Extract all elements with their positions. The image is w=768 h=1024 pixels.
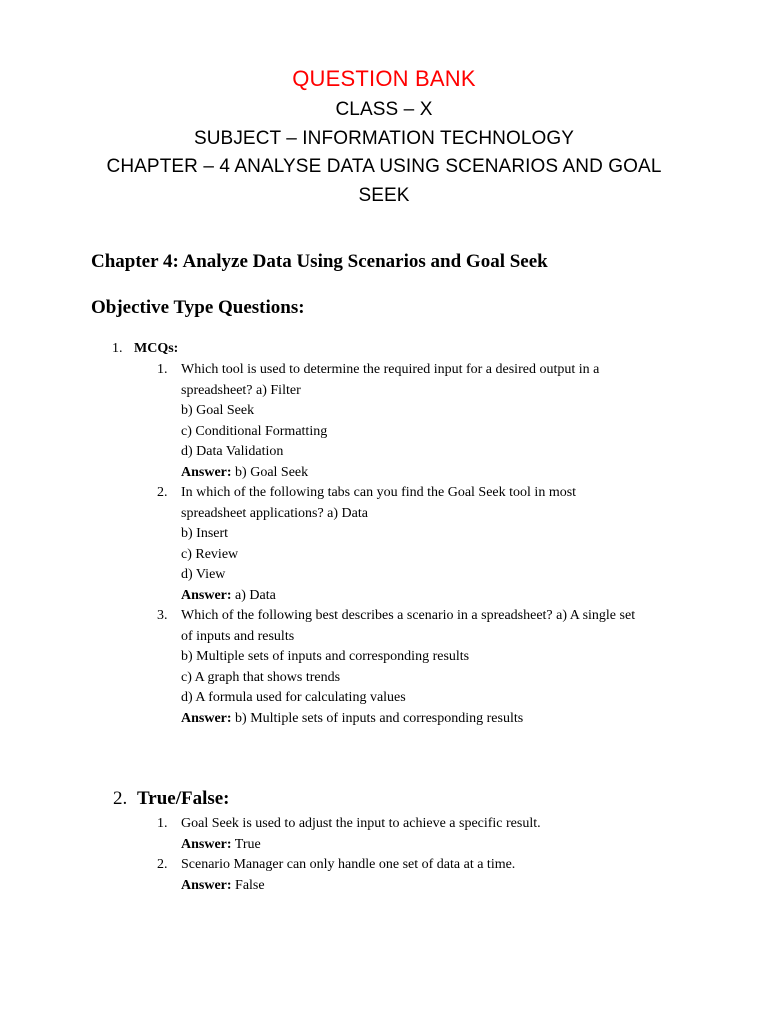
mcq-2-text-line-1: In which of the following tabs can you find the Goal Seek tool in most: [181, 485, 577, 500]
tf-1-text: Goal Seek is used to adjust the input to achieve a specific result.: [181, 816, 541, 831]
mcq-1-answer-value: b) Goal Seek: [231, 464, 309, 480]
chapter-line-1: CHAPTER – 4 ANALYSE DATA USING SCENARIOS AND GOAL: [106, 156, 662, 177]
mcq-2-answer-label: Answer:: [181, 587, 232, 603]
mcq-1-answer: [181, 463, 681, 484]
tf-1-answer: [181, 835, 681, 856]
mcq-1-answer-label: Answer:: [181, 464, 232, 480]
tf-1-number: 1.: [157, 816, 168, 831]
mcq-3-text-line-2: of inputs and results: [181, 628, 295, 644]
mcq-2-option-c: c) Review: [181, 546, 239, 562]
tf-2: [181, 855, 681, 896]
mcq-2-answer: [181, 586, 681, 607]
tf-section-label: True/False:: [137, 788, 230, 809]
mcq-3-answer-label: Answer:: [181, 710, 232, 726]
chapter-title: Chapter 4: Analyze Data Using Scenarios and Goal Seek: [91, 251, 548, 272]
mcq-1-option-d: d) Data Validation: [181, 444, 284, 459]
mcq-3-text-line-1: Which of the following best describes a scenario in a spreadsheet? a) A single set: [181, 608, 636, 623]
mcq-2: [181, 483, 681, 606]
mcq-section-number: 1.: [112, 341, 123, 356]
tf-2-answer-label: Answer:: [181, 877, 232, 893]
mcq-3: [181, 606, 681, 729]
tf-1-answer-label: Answer:: [181, 836, 232, 852]
tf-2-answer: [181, 876, 681, 897]
mcq-1-text-line-1: Which tool is used to determine the required input for a desired output in a: [181, 362, 600, 377]
mcq-3-option-d: d) A formula used for calculating values: [181, 690, 406, 705]
mcq-3-option-b: b) Multiple sets of inputs and corresponding results: [181, 649, 470, 664]
mcq-2-text-line-2: spreadsheet applications? a) Data: [181, 505, 368, 521]
mcq-2-number: 2.: [157, 485, 168, 500]
mcq-1: [181, 360, 681, 483]
mcq-2-answer-value: a) Data: [231, 587, 276, 603]
tf-1: [181, 814, 681, 855]
question-bank-title: QUESTION BANK: [292, 66, 476, 91]
mcq-3-option-c: c) A graph that shows trends: [181, 669, 341, 685]
mcq-3-answer-value: b) Multiple sets of inputs and corresponding results: [231, 710, 524, 726]
mcq-3-number: 3.: [157, 608, 168, 623]
tf-section-number: 2.: [113, 788, 128, 809]
mcq-3-answer: [181, 709, 681, 730]
mcq-2-option-d: d) View: [181, 567, 226, 582]
mcq-1-option-c: c) Conditional Formatting: [181, 423, 328, 439]
mcq-1-option-b: b) Goal Seek: [181, 403, 255, 418]
chapter-line-2: SEEK: [358, 184, 410, 206]
class-line: CLASS – X: [335, 99, 433, 120]
document-header: [60, 62, 708, 210]
mcq-1-number: 1.: [157, 362, 168, 377]
tf-2-number: 2.: [157, 857, 168, 872]
mcq-section-label: MCQs:: [134, 341, 179, 356]
mcq-1-text-line-2: spreadsheet? a) Filter: [181, 382, 301, 398]
tf-1-answer-value: True: [231, 836, 261, 852]
subject-line: SUBJECT – INFORMATION TECHNOLOGY: [193, 127, 575, 149]
objective-title: Objective Type Questions:: [91, 297, 305, 318]
tf-2-text: Scenario Manager can only handle one set of data at a time.: [181, 857, 516, 872]
tf-2-answer-value: False: [231, 877, 265, 893]
mcq-2-option-b: b) Insert: [181, 526, 229, 541]
